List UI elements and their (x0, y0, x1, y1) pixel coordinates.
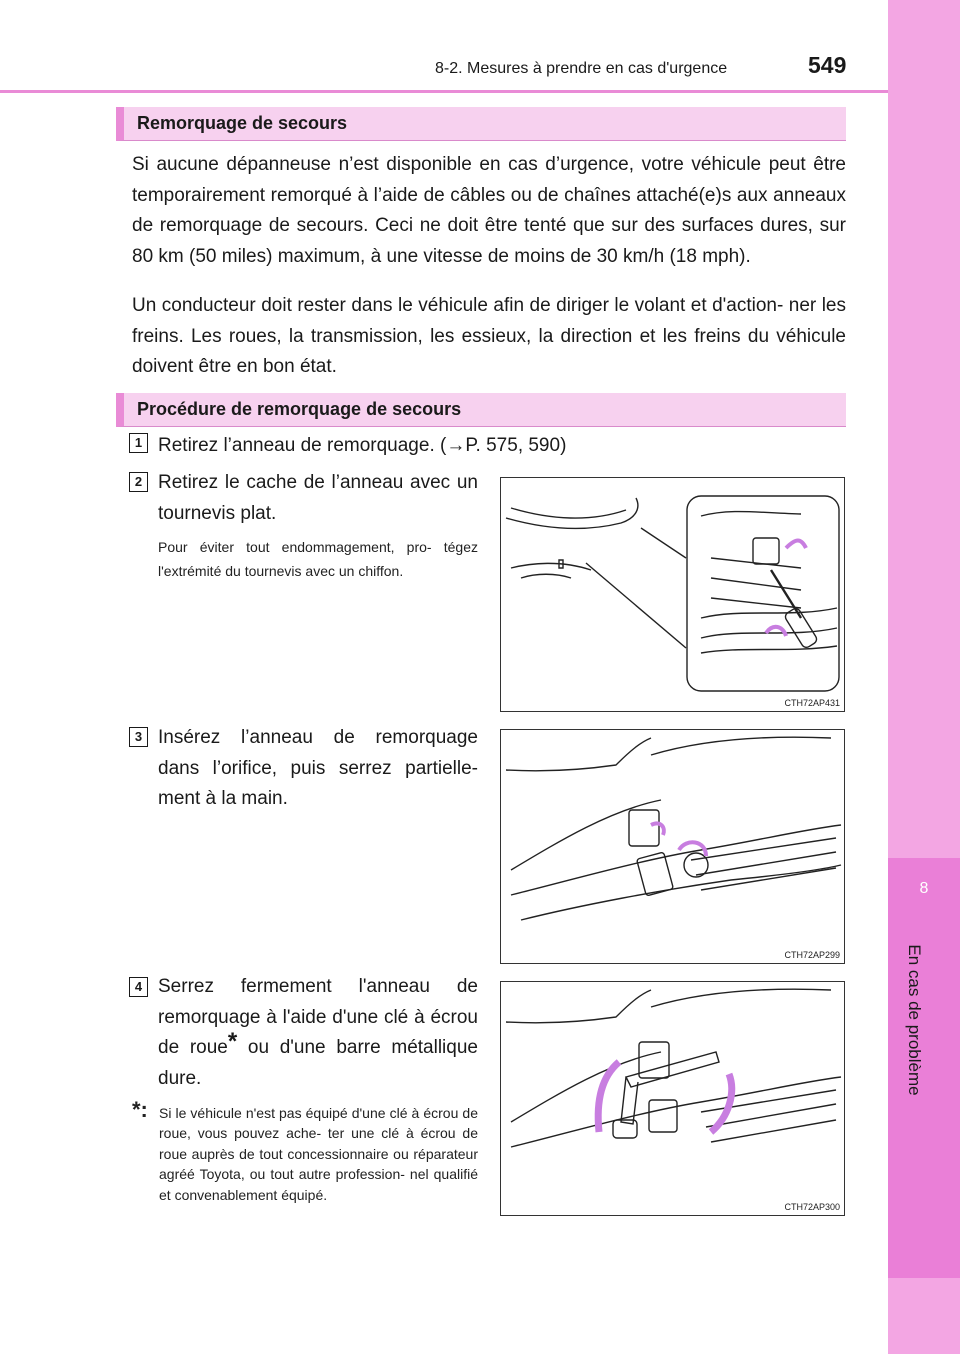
footnote-text: Si le véhicule n'est pas équipé d'une clé à écrou de roue, vous pouvez ache- ter une clé à écrou de roue auprès de tout concessionnaire ou réparateur agréé Toyota, ou tout autre profession- nel qualifié et convenablement équipé. (159, 1104, 478, 1203)
section-heading-text: Procédure de remorquage de secours (137, 399, 462, 419)
illustration-insert-tow-ring (501, 730, 845, 964)
figure-insert-ring (500, 729, 845, 964)
running-header: 8-2. Mesures à prendre en cas d'urgence (435, 60, 728, 77)
chapter-highlight (888, 858, 960, 1278)
figure-code: CTH72AP300 (784, 1202, 840, 1212)
step-number-2: 2 (129, 472, 148, 492)
step-4-text (158, 972, 478, 1094)
footnote (132, 1098, 478, 1205)
step-number-1: 1 (129, 433, 148, 453)
driver-paragraph: Un conducteur doit rester dans le véhicule afin de diriger le volant et d'action- ner les freins. Les roues, la transmission, les essieux, la direction et les freins du véhicule doivent être en bon état. (132, 295, 846, 377)
figure-remove-cover (500, 477, 845, 712)
rotate-arrow-icon (786, 541, 806, 549)
section-heading-emergency-towing (116, 107, 846, 141)
chapter-title: En cas de problème (905, 944, 924, 1096)
header-rule (0, 90, 888, 93)
step-1-text: Retirez l’anneau de remorquage. (→P. 575, 590) (158, 435, 567, 456)
section-heading-text: Remorquage de secours (137, 113, 348, 133)
illustration-wrench-tighten (501, 982, 845, 1216)
section-heading-procedure (116, 393, 846, 427)
page-number: 549 (808, 52, 847, 78)
step-4-text-before: Serrez fermement l'anneau de remorquage à l'aide d'une clé à écrou de roue (158, 976, 478, 1058)
step-4-text-after: ou d'une barre métallique dure. (158, 1037, 478, 1089)
figure-code: CTH72AP299 (784, 950, 840, 960)
figure-tighten-ring (500, 981, 845, 1216)
step-2-text: Retirez le cache de l’anneau avec un tournevis plat. (158, 472, 478, 524)
footnote-marker: *: (132, 1097, 148, 1122)
figure-code: CTH72AP431 (784, 698, 840, 708)
step-number-4: 4 (129, 977, 148, 997)
footnote-star: * (227, 1028, 238, 1055)
rotate-arrow-icon (766, 627, 786, 636)
chapter-number: 8 (919, 880, 929, 897)
step-number-3: 3 (129, 727, 148, 747)
intro-paragraph: Si aucune dépanneuse n’est disponible en cas d’urgence, votre véhicule peut être temporairement remorqué à l’aide de câbles ou de chaînes attaché(e)s aux anneaux de remorquage de secours. Ceci ne doit être tenté que sur des surfaces dures, sur 80 km (50 miles) maximum, à une vitesse de moins de 30 km/h (18 mph). (132, 154, 846, 267)
step-2-note: Pour éviter tout endommagement, pro- tégez l'extrémité du tournevis avec un chiffon. (158, 539, 478, 579)
step-3-text: Insérez l’anneau de remorquage dans l’orifice, puis serrez partielle- ment à la main. (158, 727, 478, 809)
illustration-bumper-screwdriver (501, 478, 845, 712)
rotate-arrow-icon (651, 823, 664, 835)
